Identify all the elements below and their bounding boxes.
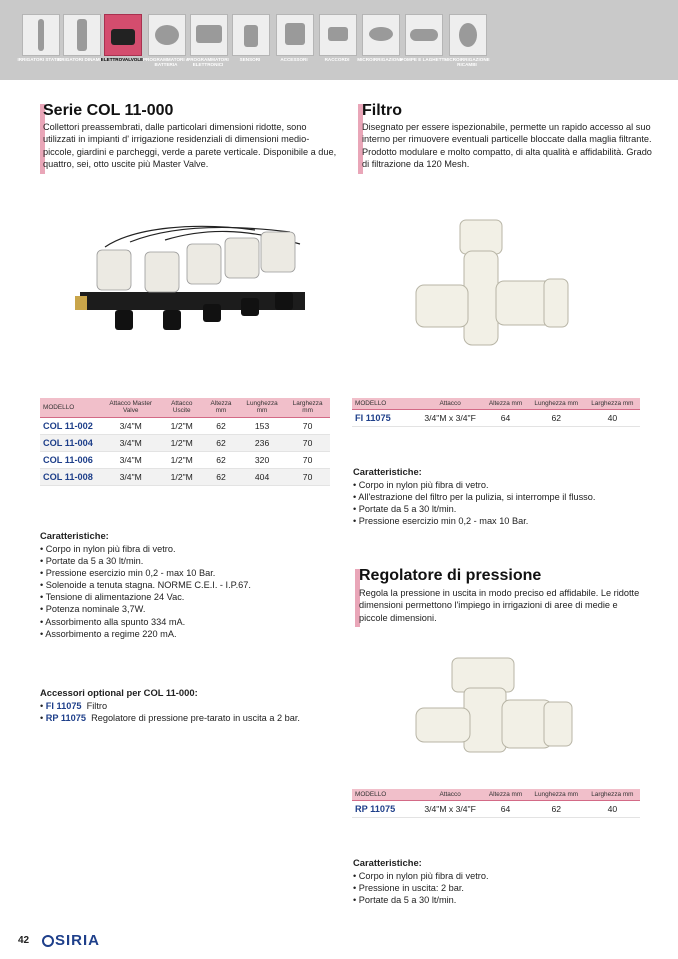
table-header-row — [352, 398, 640, 410]
table-cell: 1/2"M — [160, 468, 203, 485]
list-item: • Solenoide a tenuta stagna. NORME C.E.I. - I.P.67. — [40, 579, 340, 591]
table-cell: 3/4"M — [101, 468, 160, 485]
table-cell: 64 — [483, 410, 528, 427]
table-cell: 70 — [285, 468, 330, 485]
list-item: • Assorbimento a regime 220 mA. — [40, 628, 340, 640]
col-features-list — [40, 543, 340, 640]
table-row — [352, 410, 640, 427]
nav-label: ACCESSORI — [280, 57, 308, 62]
col-spec-table — [40, 398, 330, 486]
accessory-desc: Filtro — [86, 701, 108, 711]
table-row — [40, 417, 330, 434]
category-navbar — [0, 0, 678, 80]
filtro-title: Filtro — [362, 102, 402, 119]
nav-label: PROGRAMMATORI ELETTRONICI — [187, 57, 229, 68]
list-item: • Potenza nominale 3,7W. — [40, 603, 340, 615]
nav-thumb-icon — [319, 14, 357, 56]
accessory-desc: Regolatore di pressione pre-tarato in uscita a 2 bar. — [91, 713, 300, 724]
list-item — [40, 712, 340, 724]
col-features-title: Caratteristiche: — [40, 530, 109, 541]
nav-item-elettrovalvole[interactable] — [102, 14, 142, 76]
nav-item-irrigatori-statici[interactable] — [17, 14, 63, 76]
list-item: • Portate da 5 a 30 lt/min. — [353, 894, 653, 906]
nav-label: SENSORI — [239, 57, 261, 62]
table-cell: 62 — [203, 417, 239, 434]
table-cell: 64 — [483, 801, 528, 818]
nav-label: MICROIRRIGAZIONE — [357, 57, 403, 62]
list-item: • Tensione di alimentazione 24 Vac. — [40, 591, 340, 603]
regolatore-product-image — [412, 650, 582, 760]
accessory-code[interactable]: FI 11075 — [45, 701, 82, 711]
column-header: Attacco — [417, 789, 483, 801]
regolatore-title: Regolatore di pressione — [359, 567, 542, 584]
nav-item-irrigatori-dinamici[interactable] — [56, 14, 106, 76]
filtro-description: Disegnato per essere ispezionabile, permette un rapido accesso al suo interno per rimuovere eventuali particelle bloccate dalla maglia filtrante. Prodotto modulare e molto compatto, di alta qualità e affidabilità. Grado di filtrazione da 120 Mesh. — [362, 122, 652, 170]
nav-label: RACCORDI — [324, 57, 350, 62]
table-cell: 70 — [285, 434, 330, 451]
table-cell: 3/4"M — [101, 451, 160, 468]
column-header: Larghezza mm — [285, 398, 330, 417]
nav-thumb-icon — [276, 14, 314, 56]
column-header: Lunghezza mm — [239, 398, 285, 417]
accessory-code[interactable]: RP 11075 — [45, 713, 86, 724]
filtro-features-list — [353, 479, 653, 527]
nav-item-microirrigazione[interactable] — [357, 14, 403, 76]
nav-item-programmatori-batteria[interactable] — [142, 14, 190, 76]
nav-item-microirrigazione-ricambi[interactable] — [444, 14, 490, 76]
column-header: Larghezza mm — [585, 398, 640, 410]
col-accessories-title: Accessori optional per COL 11-000: — [40, 687, 198, 698]
table-row — [40, 468, 330, 485]
list-item: • Corpo in nylon più fibra di vetro. — [40, 543, 340, 555]
nav-item-raccordi[interactable] — [317, 14, 357, 76]
table-cell: 3/4"M x 3/4"F — [417, 410, 483, 427]
model-code: COL 11-002 — [40, 417, 101, 434]
nav-item-programmatori-elettronici[interactable] — [188, 14, 228, 76]
table-cell: 62 — [203, 468, 239, 485]
column-header: Attacco Uscite — [160, 398, 203, 417]
table-cell: 3/4"M — [101, 434, 160, 451]
table-cell: 1/2"M — [160, 434, 203, 451]
table-cell: 153 — [239, 417, 285, 434]
footer — [0, 927, 678, 959]
nav-thumb-icon — [362, 14, 400, 56]
nav-label: MICROIRRIGAZIONE RICAMBI — [444, 57, 490, 68]
nav-label: IRRIGATORI DINAMICI — [56, 57, 106, 62]
table-cell: 3/4"M x 3/4"F — [417, 801, 483, 818]
table-cell: 62 — [203, 434, 239, 451]
table-cell: 40 — [585, 410, 640, 427]
model-code: COL 11-008 — [40, 468, 101, 485]
column-header: Attacco Master Valve — [101, 398, 160, 417]
table-cell: 62 — [528, 410, 585, 427]
nav-thumb-icon — [449, 14, 487, 56]
nav-item-sensori[interactable] — [230, 14, 270, 76]
column-header: MODELLO — [352, 789, 417, 801]
filtro-product-image — [408, 215, 578, 350]
nav-item-accessori[interactable] — [274, 14, 314, 76]
list-item: • Portate da 5 a 30 lt/min. — [40, 555, 340, 567]
column-header: Altezza mm — [483, 398, 528, 410]
list-item: • Pressione in uscita: 2 bar. — [353, 882, 653, 894]
list-item: • Pressione esercizio min 0,2 - max 10 Bar. — [40, 567, 340, 579]
nav-label: IRRIGATORI STATICI — [17, 57, 63, 62]
nav-thumb-icon — [232, 14, 270, 56]
list-item — [40, 700, 340, 712]
filtro-features-title: Caratteristiche: — [353, 466, 422, 477]
table-row — [40, 451, 330, 468]
table-header-row — [40, 398, 330, 417]
model-code: RP 11075 — [352, 801, 417, 818]
nav-item-pompe-laghetti[interactable] — [400, 14, 446, 76]
model-code: FI 11075 — [352, 410, 417, 427]
list-item: • Portate da 5 a 30 lt/min. — [353, 503, 653, 515]
nav-thumb-icon — [63, 14, 101, 56]
table-cell: 236 — [239, 434, 285, 451]
nav-thumb-icon — [190, 14, 228, 56]
table-cell: 1/2"M — [160, 451, 203, 468]
brand-name: SIRIA — [55, 932, 101, 949]
filtro-spec-table — [352, 398, 640, 427]
column-header: Larghezza mm — [585, 789, 640, 801]
table-cell: 62 — [528, 801, 585, 818]
table-cell: 62 — [203, 451, 239, 468]
column-header: MODELLO — [40, 398, 101, 417]
model-code: COL 11-006 — [40, 451, 101, 468]
nav-label: PROGRAMMATORI A BATTERIA — [142, 57, 190, 68]
table-cell: 320 — [239, 451, 285, 468]
list-item: • Pressione esercizio min 0,2 - max 10 Bar. — [353, 515, 653, 527]
regolatore-description: Regola la pressione in uscita in modo preciso ed affidabile. Le ridotte dimensioni permettono l'impiego in irrigazioni di aree di medie e piccole dimensioni. — [359, 588, 640, 623]
table-cell: 70 — [285, 417, 330, 434]
table-cell: 40 — [585, 801, 640, 818]
nav-label: POMPE E LAGHETTI — [400, 57, 446, 62]
column-header: MODELLO — [352, 398, 417, 410]
nav-label: ELETTROVALVOLE — [100, 57, 144, 62]
table-row — [352, 801, 640, 818]
regolatore-features-title: Caratteristiche: — [353, 857, 422, 868]
table-cell: 3/4"M — [101, 417, 160, 434]
column-header: Attacco — [417, 398, 483, 410]
table-header-row — [352, 789, 640, 801]
list-item: • Corpo in nylon più fibra di vetro. — [353, 479, 653, 491]
regolatore-features-list — [353, 870, 653, 906]
list-item: • All'estrazione del filtro per la pulizia, si interrompe il flusso. — [353, 491, 653, 503]
column-header: Lunghezza mm — [528, 398, 585, 410]
nav-thumb-icon — [148, 14, 186, 56]
logo-ring-icon — [42, 935, 54, 947]
table-cell: 404 — [239, 468, 285, 485]
nav-thumb-icon — [104, 14, 142, 56]
table-row — [40, 434, 330, 451]
nav-thumb-icon — [22, 14, 60, 56]
page-number: 42 — [18, 935, 30, 946]
col-product-image — [75, 222, 315, 342]
column-header: Lunghezza mm — [528, 789, 585, 801]
col-title: Serie COL 11-000 — [43, 102, 174, 119]
column-header: Altezza mm — [483, 789, 528, 801]
list-item: • Corpo in nylon più fibra di vetro. — [353, 870, 653, 882]
table-cell: 1/2"M — [160, 417, 203, 434]
regolatore-spec-table — [352, 789, 640, 818]
col-accessories-list — [40, 700, 340, 724]
column-header: Altezza mm — [203, 398, 239, 417]
brand-logo — [42, 932, 100, 949]
table-cell: 70 — [285, 451, 330, 468]
nav-thumb-icon — [405, 14, 443, 56]
model-code: COL 11-004 — [40, 434, 101, 451]
col-description: Collettori preassembrati, dalle particolari dimensioni ridotte, sono utilizzati in impianti d' irrigazione residenziali di dimensioni medio-piccole, giardini e parcheggi, verde a parete verticale. Disponibile a due, quattro, sei, otto uscite più Master Valve. — [43, 122, 337, 170]
list-item: • Assorbimento alla spunto 334 mA. — [40, 616, 340, 628]
